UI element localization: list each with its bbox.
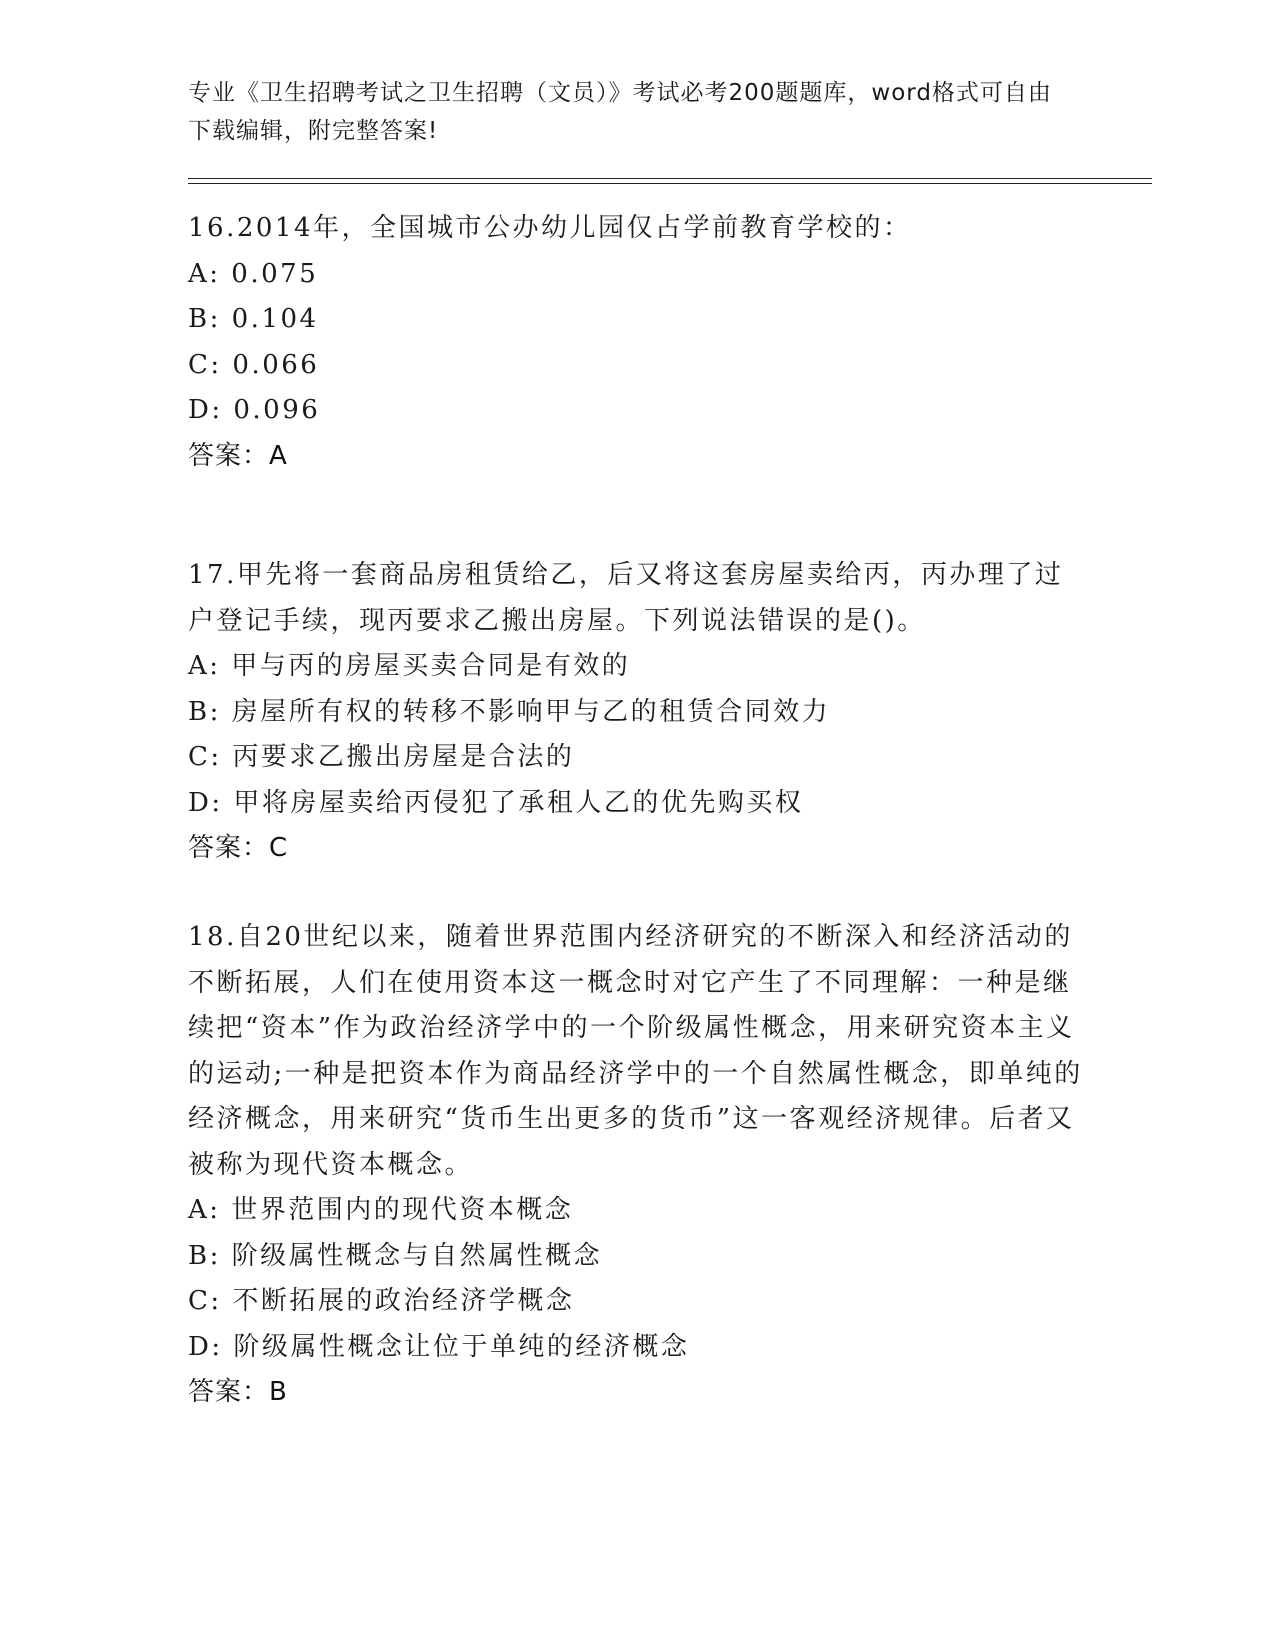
option-d: D: 0.096 — [188, 395, 321, 425]
option-b: B: 房屋所有权的转移不影响甲与乙的租赁合同效力 — [188, 696, 831, 727]
question-18 — [188, 915, 1088, 1416]
answer: 答案：C — [188, 833, 289, 863]
header-divider-bottom — [188, 183, 1152, 184]
option-c: C: 不断拓展的政治经济学概念 — [188, 1286, 575, 1316]
answer: 答案：A — [188, 440, 288, 471]
option-a: A: 世界范围内的现代资本概念 — [188, 1195, 574, 1225]
option-d: D: 甲将房屋卖给丙侵犯了承租人乙的优先购买权 — [188, 787, 804, 818]
header-divider-top — [188, 178, 1152, 179]
option-a: A: 0.075 — [188, 258, 319, 289]
option-d: D: 阶级属性概念让位于单纯的经济概念 — [188, 1331, 690, 1362]
option-b: B: 阶级属性概念与自然属性概念 — [188, 1240, 603, 1271]
question-stem: 17.甲先将一套商品房租赁给乙，后又将这套房屋卖给丙，丙办理了过户登记手续，现丙要求乙搬出房屋。下列说法错误的是()。 — [188, 560, 1064, 636]
option-a: A: 甲与丙的房屋买卖合同是有效的 — [188, 651, 631, 681]
question-stem: 18.自20世纪以来，随着世界范围内经济研究的不断深入和经济活动的不断拓展，人们在使用资本这一概念时对它产生了不同理解：一种是继续把“资本”作为政治经济学中的一个阶级属性概念，用来研究资本主义的运动;一种是把资本作为商品经济学中的一个自然属性概念，即单纯的经济概念，用来研究“货币生出更多的货币”这一客观经济规律。后者又被称为现代资本概念。 — [188, 922, 1083, 1180]
document-header: 专业《卫生招聘考试之卫生招聘（文员）》考试必考200题题库，word格式可自由下载编辑，附完整答案! — [188, 80, 1052, 144]
question-17 — [188, 553, 1088, 872]
question-16 — [188, 206, 1088, 479]
answer: 答案：B — [188, 1377, 288, 1407]
option-c: C: 0.066 — [188, 349, 320, 380]
option-c: C: 丙要求乙搬出房屋是合法的 — [188, 742, 575, 772]
option-b: B: 0.104 — [188, 304, 319, 334]
question-stem: 16.2014年，全国城市公办幼儿园仅占学前教育学校的： — [188, 213, 912, 243]
